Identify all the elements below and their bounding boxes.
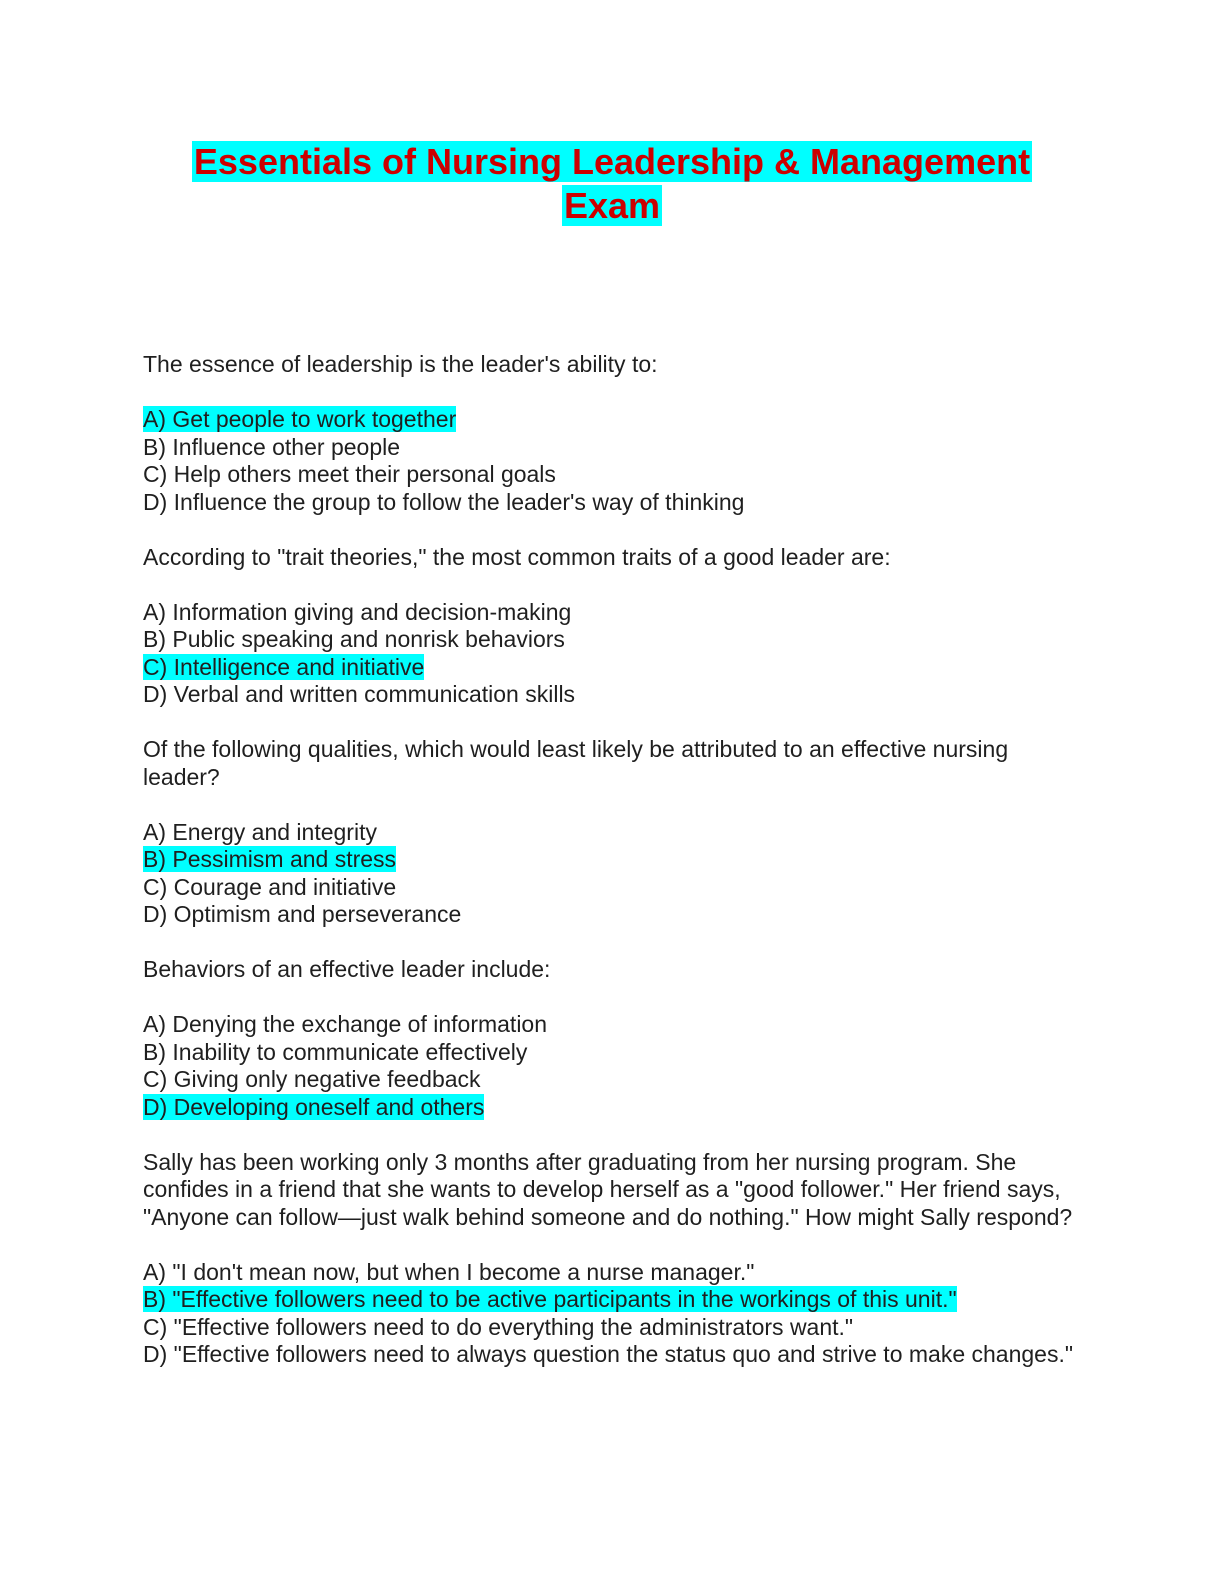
option-text: A) Get people to work together <box>143 406 457 432</box>
answer-choice <box>143 819 1083 847</box>
answer-option <box>143 654 1083 682</box>
spacer <box>143 929 1083 957</box>
option-text: C) "Effective followers need to do everything the administrators want." <box>143 1313 854 1340</box>
question-text: Behaviors of an effective leader include: <box>143 956 551 982</box>
title-line-2 <box>0 184 1224 228</box>
answer-choice <box>143 1066 1083 1094</box>
answer-choice <box>143 1341 1083 1369</box>
question-block <box>143 351 1083 544</box>
answer-choice <box>143 901 1083 929</box>
answer-choice <box>143 1011 1083 1039</box>
title-line-2-text: Exam <box>563 185 661 226</box>
answer-choice <box>143 599 1083 627</box>
answer-choice <box>143 681 1083 709</box>
option-text: B) Pessimism and stress <box>143 846 397 872</box>
option-text: D) Influence the group to follow the leader's way of thinking <box>143 488 745 515</box>
option-text: B) Influence other people <box>143 433 401 460</box>
spacer <box>143 1231 1083 1259</box>
option-text: A) Denying the exchange of information <box>143 1011 548 1037</box>
question-block <box>143 544 1083 737</box>
option-text: B) "Effective followers need to be active participants in the workings of this unit." <box>143 1286 957 1312</box>
answer-option <box>143 846 1083 874</box>
option-text: D) "Effective followers need to always question the status quo and strive to make changes." <box>143 1341 1074 1367</box>
spacer <box>143 791 1083 819</box>
option-text: A) Energy and integrity <box>143 818 377 845</box>
spacer <box>143 571 1083 599</box>
option-text: C) Intelligence and initiative <box>143 653 425 680</box>
option-text: C) Help others meet their personal goals <box>143 461 556 487</box>
answer-choice <box>143 1259 1083 1287</box>
question-block <box>143 736 1083 956</box>
answer-choice <box>143 434 1083 462</box>
option-text: B) Public speaking and nonrisk behaviors <box>143 626 565 652</box>
question-text: The essence of leadership is the leader's ability to: <box>143 351 658 377</box>
question-text: According to "trait theories," the most common traits of a good leader are: <box>143 543 891 570</box>
question-text: Of the following qualities, which would least likely be attributed to an effective nursing leader? <box>143 736 1009 790</box>
option-text: C) Giving only negative feedback <box>143 1066 481 1092</box>
answer-option <box>143 1286 1083 1314</box>
question-block <box>143 1149 1083 1369</box>
title-line-1 <box>0 140 1224 184</box>
option-text: A) Information giving and decision-making <box>143 598 572 625</box>
option-text: B) Inability to communicate effectively <box>143 1038 528 1065</box>
questions-list <box>143 351 1083 1369</box>
option-text: D) Verbal and written communication skills <box>143 681 576 707</box>
option-text: D) Developing oneself and others <box>143 1093 485 1120</box>
spacer <box>143 984 1083 1012</box>
spacer <box>143 379 1083 407</box>
spacer <box>143 709 1083 737</box>
answer-choice <box>143 1039 1083 1067</box>
spacer <box>143 1121 1083 1149</box>
answer-choice <box>143 626 1083 654</box>
option-text: D) Optimism and perseverance <box>143 901 462 927</box>
answer-choice <box>143 461 1083 489</box>
answer-option <box>143 406 1083 434</box>
option-text: C) Courage and initiative <box>143 873 397 900</box>
spacer <box>143 516 1083 544</box>
title-line-1-text: Essentials of Nursing Leadership & Management <box>193 141 1031 182</box>
document-title <box>0 140 1224 228</box>
answer-option <box>143 1094 1083 1122</box>
question-block <box>143 956 1083 1149</box>
answer-choice <box>143 489 1083 517</box>
answer-choice <box>143 874 1083 902</box>
answer-choice <box>143 1314 1083 1342</box>
option-text: A) "I don't mean now, but when I become a nurse manager." <box>143 1258 755 1285</box>
question-text: Sally has been working only 3 months after graduating from her nursing program. She confides in a friend that she wants to develop herself as a "good follower." Her friend says, "Anyone can follow—just walk behind someone and do nothing." How might Sally respond? <box>143 1148 1073 1230</box>
